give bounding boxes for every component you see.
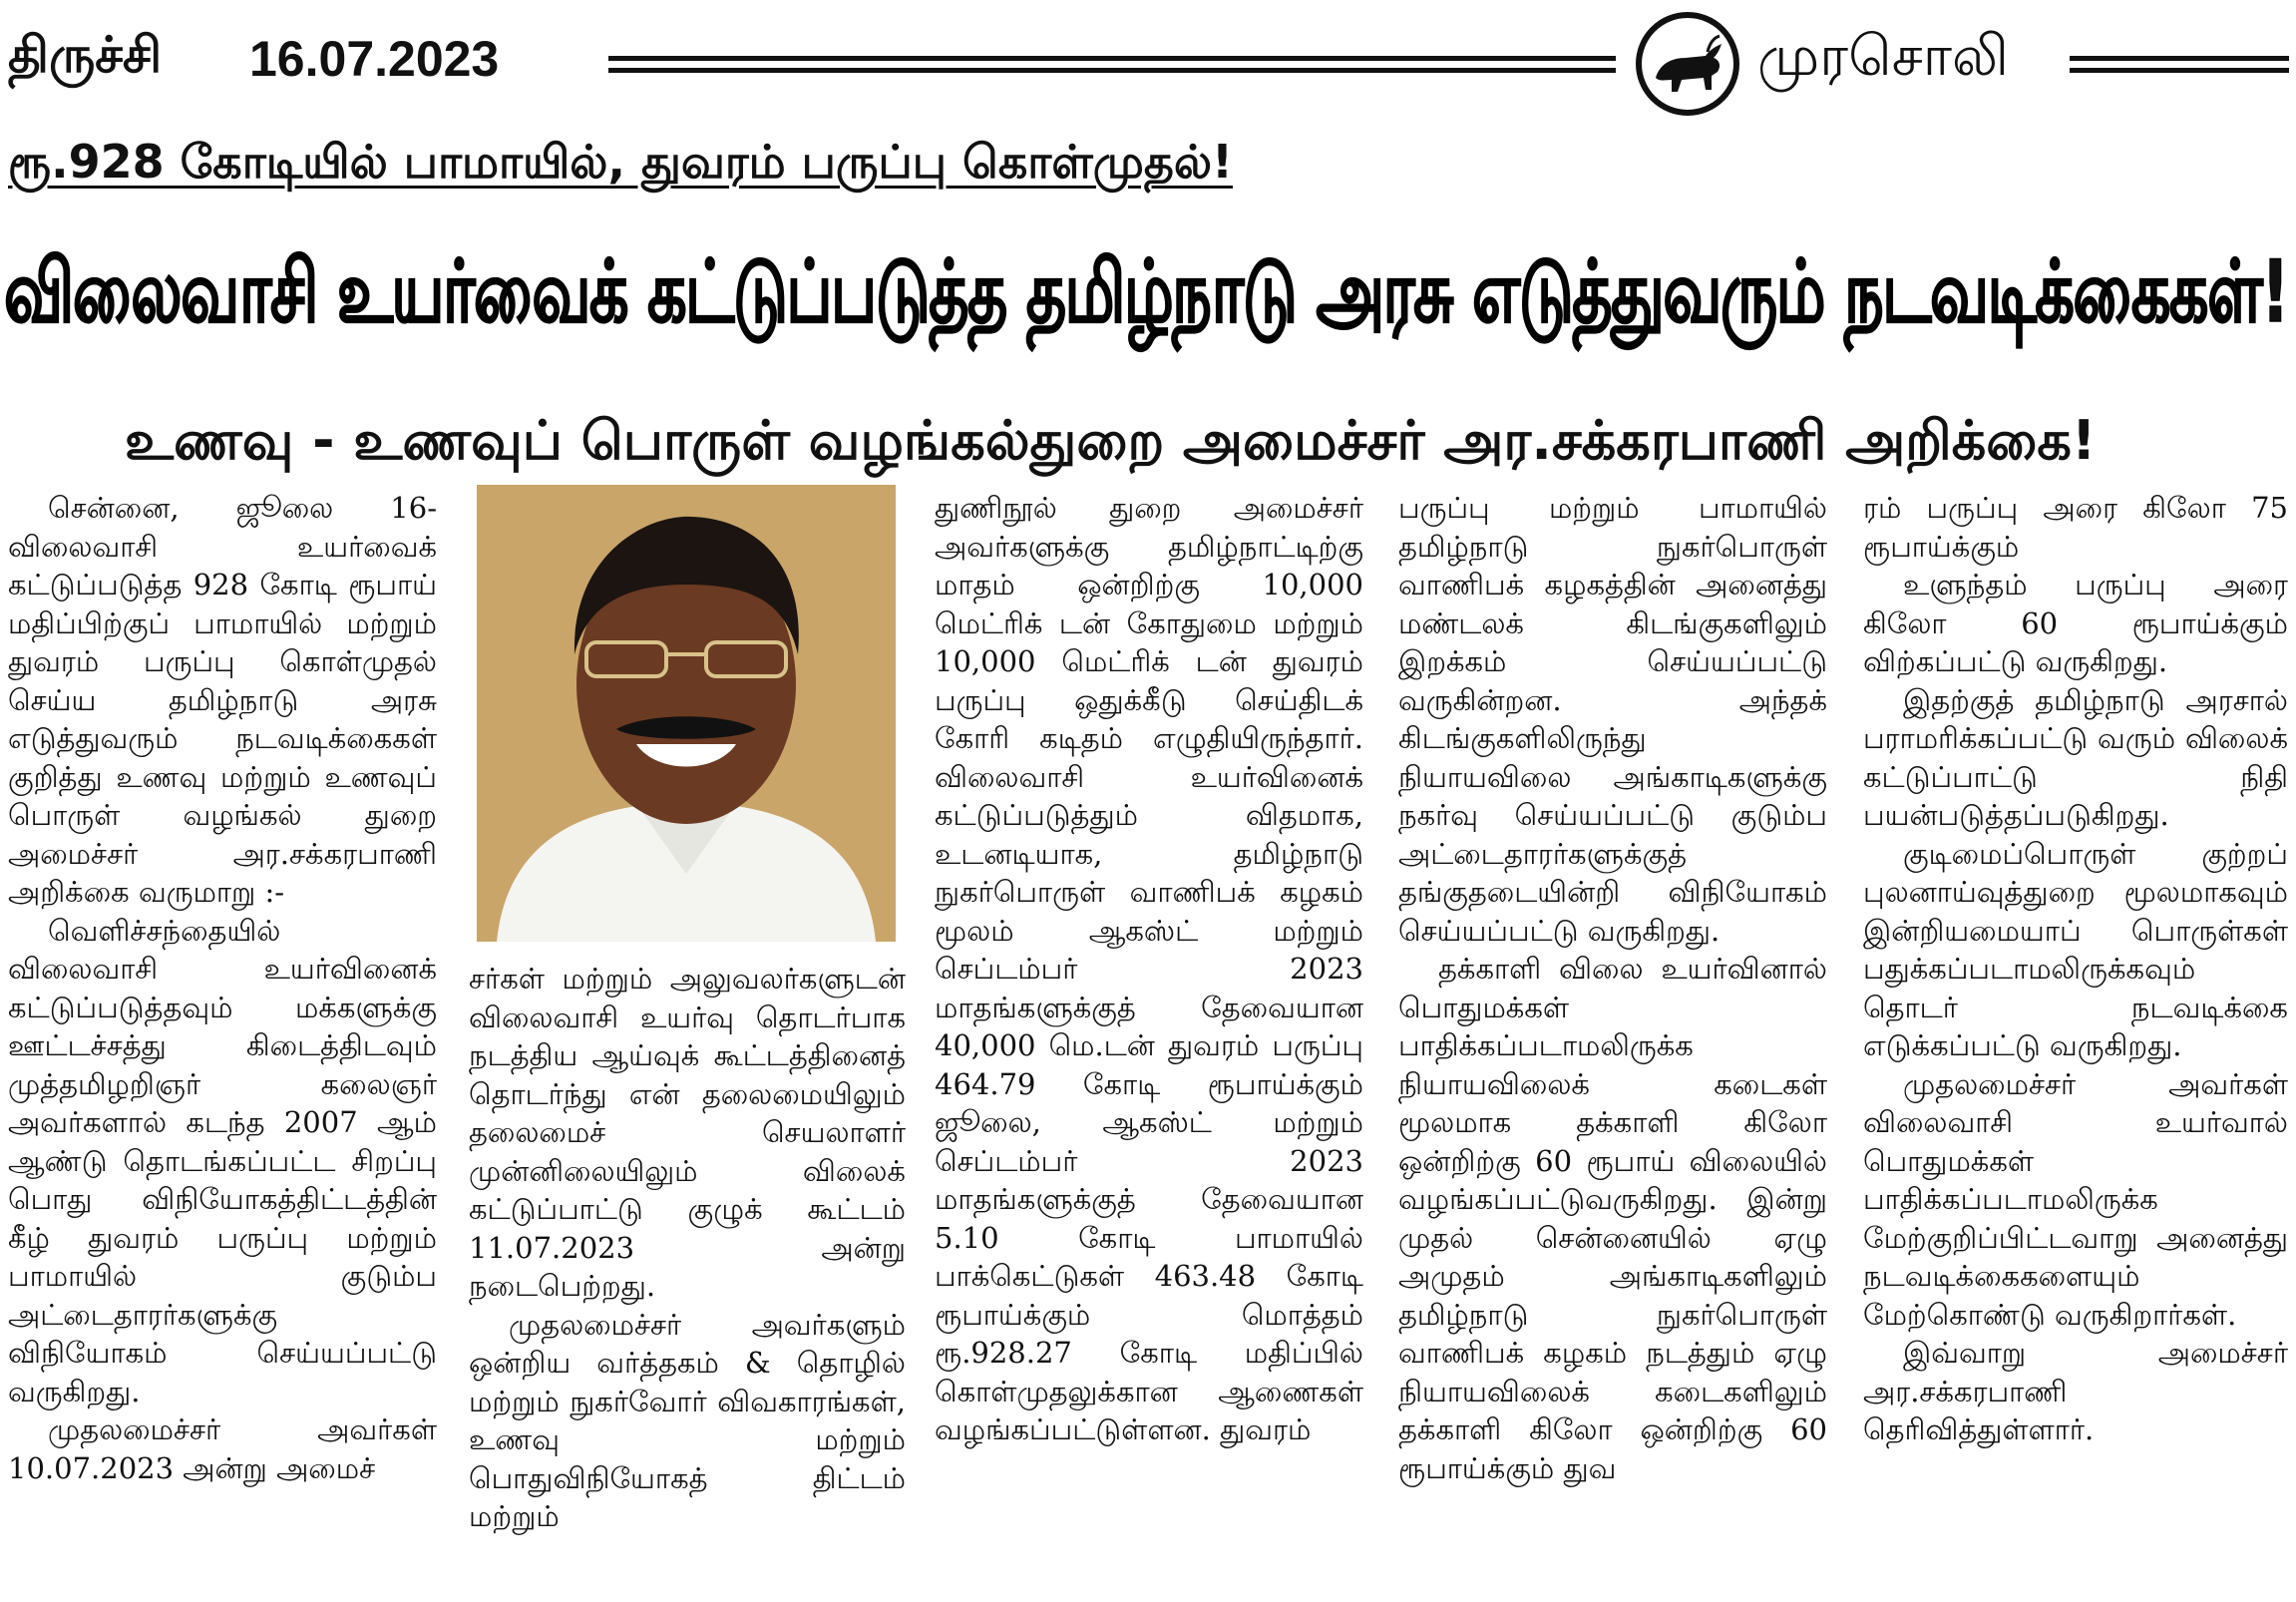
body-paragraph: இதற்குத் தமிழ்நாடு அரசால் பராமரிக்கப்பட்டு வரும் விலைக் கட்டுப்பாட்டு நிதி பயன்படுத்தப்படுகிறது. bbox=[1863, 682, 2288, 832]
kicker: ரூ.928 கோடியில் பாமாயில், துவரம் பருப்பு கொள்முதல்! bbox=[8, 135, 1233, 189]
body-paragraph: முதலமைச்சர் அவர்கள் விலைவாசி உயர்வால் பொதுமக்கள் பாதிக்கப்படாமலிருக்க மேற்குறிப்பிட்டவாறு அனைத்து நடவடிக்கைகளையும் மேற்கொண்டு வருகிறார்கள். bbox=[1863, 1066, 2288, 1332]
body-paragraph: இவ்வாறு அமைச்சர் அர.சக்கரபாணி தெரிவித்துள்ளார். bbox=[1863, 1336, 2288, 1446]
article-column-4 bbox=[1398, 489, 1827, 1487]
masthead-rule bbox=[608, 68, 1616, 73]
body-paragraph: உளுந்தம் பருப்பு அரை கிலோ 60 ரூபாய்க்கும் விற்கப்பட்டு வருகிறது. bbox=[1863, 568, 2288, 678]
subhead: உணவு - உணவுப் பொருள் வழங்கல்துறை அமைச்சர் அர.சக்கரபாணி அறிக்கை! bbox=[125, 409, 2097, 472]
minister-photo bbox=[477, 485, 896, 942]
bull-logo-icon bbox=[1636, 12, 1739, 116]
body-paragraph: தக்காளி விலை உயர்வினால் பொதுமக்கள் பாதிக்கப்படாமலிருக்க நியாயவிலைக் கடைகள் மூலமாக தக்காளி கிலோ ஒன்றிற்கு 60 ரூபாய் விலையில் வழங்கப்பட்டுவருகிறது. இன்று முதல் சென்னையில் ஏழு அமுதம் அங்காடிகளிலும் தமிழ்நாடு நுகர்பொருள் வாணிபக் கழகம் நடத்தும் ஏழு நியாயவிலைக் கடைகளிலும் தக்காளி கிலோ ஒன்றிற்கு 60 ரூபாய்க்கும் துவ bbox=[1398, 952, 1827, 1485]
body-paragraph: சர்கள் மற்றும் அலுவலர்களுடன் விலைவாசி உயர்வு தொடர்பாக நடத்திய ஆய்வுக் கூட்டத்தினைத் தொடர்ந்து என் தலைமையிலும் தலைமைச் செயலாளர் முன்னிலையிலும் விலைக் கட்டுப்பாட்டு குழுக் கூட்டம் 11.07.2023 அன்று நடைபெற்றது. bbox=[469, 962, 906, 1303]
masthead bbox=[0, 0, 2296, 130]
article-column-5 bbox=[1863, 489, 2288, 1449]
masthead-rule bbox=[2070, 56, 2289, 61]
newspaper-name: முரசொலி bbox=[1757, 24, 2009, 89]
headline bbox=[4, 217, 2292, 367]
body-paragraph: வெளிச்சந்தையில் விலைவாசி உயர்வினைக் கட்டுப்படுத்தவும் மக்களுக்கு ஊட்டச்சத்து கிடைத்திடவும் முத்தமிழறிஞர் கலைஞர் அவர்களால் கடந்த 2007 ஆம் ஆண்டு தொடங்கப்பட்ட சிறப்பு பொது விநியோகத்திட்டத்தின் கீழ் துவரம் பருப்பு மற்றும் பாமாயில் குடும்ப அட்டைதாரர்களுக்கு விநியோகம் செய்யப்பட்டு வருகிறது. bbox=[8, 913, 437, 1408]
article-column-3 bbox=[935, 489, 1363, 1449]
masthead-rule bbox=[608, 56, 1616, 61]
edition-date: 16.07.2023 bbox=[249, 31, 500, 87]
body-paragraph: முதலமைச்சர் அவர்கள் 10.07.2023 அன்று அமைச் bbox=[8, 1412, 437, 1485]
body-paragraph: குடிமைப்பொருள் குற்றப் புலனாய்வுத்துறை மூலமாகவும் இன்றியமையாப் பொருள்கள் பதுக்கப்படாமலிருக்கவும் தொடர் நடவடிக்கை எடுக்கப்பட்டு வருகிறது. bbox=[1863, 836, 2288, 1062]
article-column-2 bbox=[469, 960, 906, 1536]
headline-text: விலைவாசி உயர்வைக் கட்டுப்படுத்த தமிழ்நாடு அரசு எடுத்துவரும் நடவடிக்கைகள்! bbox=[4, 242, 2288, 342]
body-paragraph: முதலமைச்சர் அவர்களும் ஒன்றிய வர்த்தகம் & தொழில் மற்றும் நுகர்வோர் விவகாரங்கள், உணவு மற்றும் பொதுவிநியோகத் திட்டம் மற்றும் bbox=[469, 1307, 906, 1533]
masthead-rule bbox=[2070, 68, 2289, 73]
body-paragraph: பருப்பு மற்றும் பாமாயில் தமிழ்நாடு நுகர்பொருள் வாணிபக் கழகத்தின் அனைத்து மண்டலக் கிடங்குகளிலும் இறக்கம் செய்யப்பட்டு வருகின்றன. அந்தக் கிடங்குகளிலிருந்து நியாயவிலை அங்காடிகளுக்கு நகர்வு செய்யப்பட்டு குடும்ப அட்டைதாரர்களுக்குத் தங்குதடையின்றி விநியோகம் செய்யப்பட்டு வருகிறது. bbox=[1398, 491, 1827, 948]
article-column-1 bbox=[8, 489, 437, 1487]
edition-city: திருச்சி bbox=[8, 26, 163, 84]
body-paragraph: சென்னை, ஜூலை 16- விலைவாசி உயர்வைக் கட்டுப்படுத்த 928 கோடி ரூபாய் மதிப்பிற்குப் பாமாயில் மற்றும் துவரம் பருப்பு கொள்முதல் செய்ய தமிழ்நாடு அரசு எடுத்துவரும் நடவடிக்கைகள் குறித்து உணவு மற்றும் உணவுப் பொருள் வழங்கல் துறை அமைச்சர் அர.சக்கரபாணி அறிக்கை வருமாறு :- bbox=[8, 491, 437, 909]
body-paragraph: துணிநூல் துறை அமைச்சர் அவர்களுக்கு தமிழ்நாட்டிற்கு மாதம் ஒன்றிற்கு 10,000 மெட்ரிக் டன் கோதுமை மற்றும் 10,000 மெட்ரிக் டன் துவரம் பருப்பு ஒதுக்கீடு செய்திடக் கோரி கடிதம் எழுதியிருந்தார். விலைவாசி உயர்வினைக் கட்டுப்படுத்தும் விதமாக, உடனடியாக, தமிழ்நாடு நுகர்பொருள் வாணிபக் கழகம் மூலம் ஆகஸ்ட் மற்றும் செப்டம்பர் 2023 மாதங்களுக்குத் தேவையான 40,000 மெ.டன் துவரம் பருப்பு 464.79 கோடி ரூபாய்க்கும் ஜூலை, ஆகஸ்ட் மற்றும் செப்டம்பர் 2023 மாதங்களுக்குத் தேவையான 5.10 கோடி பாமாயில் பாக்கெட்டுகள் 463.48 கோடி ரூபாய்க்கும் மொத்தம் ரூ.928.27 கோடி மதிப்பில் கொள்முதலுக்கான ஆணைகள் வழங்கப்பட்டுள்ளன. துவரம் bbox=[935, 491, 1363, 1446]
body-paragraph: ரம் பருப்பு அரை கிலோ 75 ரூபாய்க்கும் bbox=[1863, 491, 2288, 564]
